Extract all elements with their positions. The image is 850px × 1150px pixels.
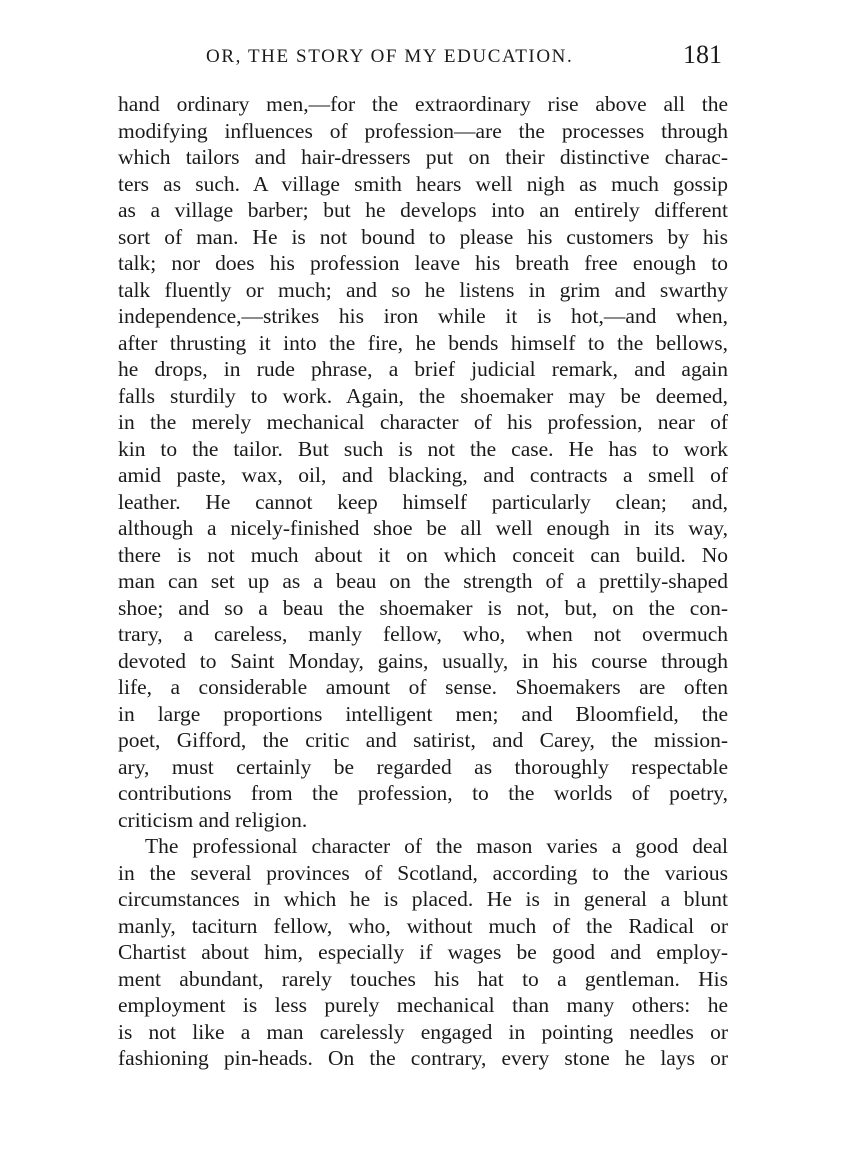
text-line: manly, taciturn fellow, who, without much of the Radical or — [118, 913, 728, 938]
text-line: man can set up as a beau on the strength of a prettily-shaped — [118, 569, 728, 593]
text-line: after thrusting it into the fire, he bends himself to the bellows, — [118, 330, 728, 355]
text-line: leather. He cannot keep himself particularly clean; and, — [118, 489, 728, 514]
text-line: contributions from the profession, to the worlds of poetry, — [118, 781, 728, 805]
text-line: in the merely mechanical character of his profession, near of — [118, 410, 728, 434]
text-line: hand ordinary men,—for the extraordinary rise above all the — [118, 92, 728, 116]
body-text — [118, 91, 728, 1072]
text-line: shoe; and so a beau the shoemaker is not, but, on the con- — [118, 595, 728, 620]
text-line: devoted to Saint Monday, gains, usually, in his course through — [118, 648, 728, 673]
text-line: talk fluently or much; and so he listens in grim and swarthy — [118, 277, 728, 302]
text-line: independence,—strikes his iron while it is hot,—and when, — [118, 304, 728, 328]
text-line: modifying influences of profession—are the processes through — [118, 118, 728, 143]
text-line: trary, a careless, manly fellow, who, when not overmuch — [118, 622, 728, 646]
text-line: which tailors and hair-dressers put on their distinctive charac- — [118, 145, 728, 169]
running-title: OR, THE STORY OF MY EDUCATION. — [206, 46, 574, 67]
text-line: ters as such. A village smith hears well nigh as much gossip — [118, 171, 728, 196]
text-line: sort of man. He is not bound to please his customers by his — [118, 224, 728, 249]
text-line: he drops, in rude phrase, a brief judicial remark, and again — [118, 357, 728, 381]
text-line: as a village barber; but he develops into an entirely different — [118, 198, 728, 222]
text-line: amid paste, wax, oil, and blacking, and contracts a smell of — [118, 463, 728, 487]
text-line: is not like a man carelessly engaged in pointing needles or — [118, 1019, 728, 1044]
text-line: circumstances in which he is placed. He is in general a blunt — [118, 887, 728, 911]
text-line: ary, must certainly be regarded as thoroughly respectable — [118, 754, 728, 779]
paragraph-end-line: criticism and religion. — [118, 807, 308, 832]
text-line: in large proportions intelligent men; and Bloomfield, the — [118, 701, 728, 726]
text-line: poet, Gifford, the critic and satirist, and Carey, the mission- — [118, 728, 728, 752]
text-line: ment abundant, rarely touches his hat to a gentleman. His — [118, 966, 728, 991]
text-line: fashioning pin-heads. On the contrary, every stone he lays or — [118, 1046, 728, 1070]
text-line: talk; nor does his profession leave his breath free enough to — [118, 251, 728, 275]
text-line: Chartist about him, especially if wages be good and employ- — [118, 940, 728, 964]
text-line: employment is less purely mechanical than many others: he — [118, 993, 728, 1017]
text-line: life, a considerable amount of sense. Shoemakers are often — [118, 675, 728, 699]
text-line: falls sturdily to work. Again, the shoemaker may be deemed, — [118, 383, 728, 408]
running-head — [118, 40, 728, 74]
page-number: 181 — [683, 40, 722, 69]
text-line: kin to the tailor. But such is not the case. He has to work — [118, 436, 728, 461]
text-line: there is not much about it on which conceit can build. No — [118, 542, 728, 567]
text-line: in the several provinces of Scotland, according to the various — [118, 860, 728, 885]
text-line: although a nicely-finished shoe be all well enough in its way, — [118, 516, 728, 540]
paragraph-first-line: The professional character of the mason varies a good deal — [145, 834, 728, 858]
